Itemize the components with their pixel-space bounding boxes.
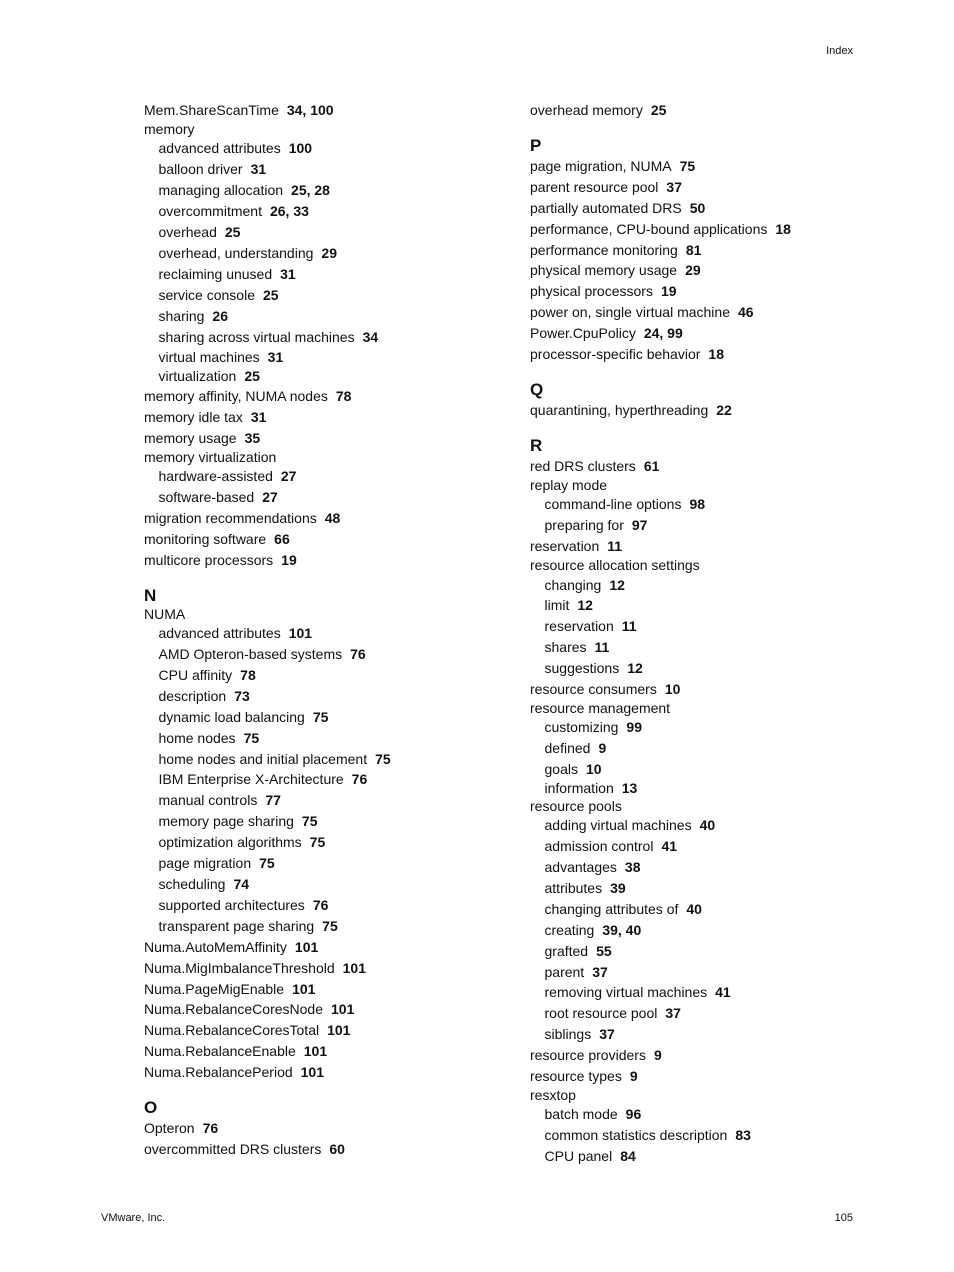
index-term: physical memory usage (530, 262, 678, 279)
index-page-ref[interactable]: 13 (621, 780, 638, 797)
index-term: power on, single virtual machine (530, 304, 730, 321)
index-page-ref[interactable]: 24, 99 (643, 325, 683, 342)
index-subentry (530, 941, 910, 962)
index-section-letter: Q (530, 379, 544, 399)
index-page-ref[interactable]: 22 (716, 401, 732, 418)
index-subentry (530, 1146, 910, 1167)
index-term: reservation (530, 538, 600, 555)
index-page-ref[interactable]: 46 (738, 304, 754, 321)
index-term: managing allocation (158, 182, 284, 199)
index-term: hardware-assisted (158, 468, 273, 485)
index-subentry (144, 264, 524, 285)
index-term: adding virtual machines (544, 817, 692, 834)
index-subentry (530, 857, 910, 878)
index-page-ref[interactable]: 78 (335, 387, 352, 404)
index-entry (144, 550, 524, 571)
index-entry (530, 679, 910, 700)
index-term: partially automated DRS (530, 199, 682, 216)
index-entry (530, 323, 910, 344)
index-term: suggestions (544, 660, 620, 677)
index-subentry (144, 811, 524, 832)
index-term: overhead (158, 224, 217, 241)
index-subentry (144, 665, 524, 686)
index-term: balloon driver (158, 161, 243, 178)
index-term: resource pools (530, 797, 622, 814)
index-term: manual controls (158, 792, 258, 809)
index-subentry (144, 347, 524, 368)
index-term: Numa.RebalancePeriod (144, 1064, 293, 1081)
index-term: home nodes and initial placement (158, 750, 368, 767)
index-page-ref[interactable]: 31 (280, 265, 296, 282)
index-entry (530, 156, 910, 177)
index-entry (530, 1087, 910, 1105)
index-page-ref[interactable]: 9 (598, 740, 607, 757)
index-section-letter: O (144, 1098, 158, 1118)
index-page-ref[interactable]: 10 (585, 761, 602, 778)
index-entry (530, 219, 910, 240)
index-page-ref[interactable]: 34, 100 (286, 102, 334, 118)
index-page-ref[interactable]: 37 (665, 1005, 681, 1022)
index-term: reclaiming unused (158, 265, 273, 282)
index-entry (530, 260, 910, 281)
index-page-ref[interactable]: 76 (202, 1120, 219, 1137)
index-subentry (144, 623, 524, 644)
index-entry (144, 428, 524, 449)
index-subentry (144, 916, 524, 937)
index-subentry (530, 780, 910, 798)
index-subentry (144, 832, 524, 853)
index-subentry (144, 159, 524, 180)
index-page-ref[interactable]: 75 (375, 750, 391, 767)
index-page-ref[interactable]: 77 (265, 792, 281, 809)
index-entry (144, 958, 524, 979)
index-term: Numa.RebalanceCoresTotal (144, 1022, 320, 1039)
index-page-ref[interactable]: 83 (735, 1127, 751, 1144)
index-page-ref[interactable]: 18 (775, 220, 791, 237)
index-page-ref[interactable]: 9 (653, 1047, 662, 1064)
index-page-ref[interactable]: 31 (250, 408, 267, 425)
index-entry (530, 456, 910, 477)
index-subentry (144, 769, 524, 790)
index-term: overcommitment (158, 203, 262, 220)
index-entry (530, 1045, 910, 1066)
index-page-ref[interactable]: 39, 40 (602, 921, 642, 938)
index-subentry (530, 1024, 910, 1045)
index-term: replay mode (530, 476, 608, 493)
index-page-ref[interactable]: 81 (685, 241, 702, 258)
index-column-right (530, 100, 910, 1167)
index-page-ref[interactable]: 25, 28 (291, 182, 330, 199)
index-term: physical processors (530, 283, 653, 300)
index-page-ref[interactable]: 12 (577, 597, 593, 614)
index-subentry (530, 1104, 910, 1125)
index-entry (144, 100, 524, 121)
index-term: Numa.AutoMemAffinity (144, 938, 287, 955)
index-subentry (144, 243, 524, 264)
index-entry (530, 302, 910, 323)
index-entry (530, 400, 910, 421)
index-page-ref[interactable]: 78 (240, 666, 256, 683)
footer-page-number: 105 (834, 1212, 853, 1224)
index-entry (144, 1139, 524, 1160)
index-entry (144, 1062, 524, 1083)
index-subentry (530, 595, 910, 616)
index-term: creating (544, 921, 595, 938)
index-term: siblings (544, 1026, 592, 1043)
index-section-letter: R (530, 435, 543, 455)
index-term: virtualization (158, 368, 237, 385)
index-page-ref[interactable]: 25 (650, 102, 667, 118)
index-term: memory idle tax (144, 408, 243, 425)
index-term: memory virtualization (144, 448, 277, 465)
index-entry (144, 979, 524, 1000)
index-page-ref[interactable]: 96 (625, 1106, 642, 1123)
index-term: advantages (544, 858, 617, 875)
index-page-ref[interactable]: 61 (643, 457, 660, 474)
index-entry (144, 407, 524, 428)
index-subentry (144, 368, 524, 386)
index-subentry (144, 728, 524, 749)
index-entry (530, 477, 910, 495)
index-term: customizing (544, 719, 619, 736)
index-subentry (144, 222, 524, 243)
index-subentry (144, 285, 524, 306)
index-term: overhead, understanding (158, 244, 314, 261)
index-subentry (144, 749, 524, 770)
index-page-ref[interactable]: 60 (329, 1140, 345, 1157)
index-term: resource allocation settings (530, 557, 700, 573)
index-entry (144, 1020, 524, 1041)
index-page-ref[interactable]: 25 (224, 224, 241, 241)
index-page-ref[interactable]: 29 (685, 262, 701, 279)
index-column-left (144, 100, 524, 1160)
index-subentry (530, 1003, 910, 1024)
index-term: overcommitted DRS clusters (144, 1140, 322, 1157)
index-term: quarantining, hyperthreading (530, 401, 709, 418)
index-subentry (530, 717, 910, 738)
index-term: processor-specific behavior (530, 346, 701, 363)
index-section-letter: N (144, 585, 157, 605)
index-subentry (530, 920, 910, 941)
index-subentry (144, 853, 524, 874)
index-page-ref[interactable]: 39 (610, 879, 626, 896)
index-page-ref[interactable]: 75 (309, 834, 326, 851)
index-page-ref[interactable]: 26 (212, 307, 228, 324)
index-term: limit (544, 597, 570, 614)
index-page-ref[interactable]: 12 (627, 660, 643, 677)
index-term: red DRS clusters (530, 457, 636, 474)
index-page-ref[interactable]: 75 (301, 813, 318, 830)
index-term: overhead memory (530, 102, 643, 118)
index-term: parent (544, 963, 585, 980)
index-term: migration recommendations (144, 509, 317, 526)
index-entry (530, 557, 910, 575)
index-subentry (530, 899, 910, 920)
index-page-ref[interactable]: 101 (294, 938, 319, 955)
index-page-ref[interactable]: 74 (233, 876, 250, 892)
index-subentry (530, 836, 910, 857)
index-page-ref[interactable]: 41 (661, 838, 678, 855)
index-subentry (144, 327, 524, 348)
index-term: transparent page sharing (158, 917, 315, 934)
index-term: NUMA (144, 605, 186, 622)
index-page-ref[interactable]: 101 (327, 1022, 351, 1039)
index-term: resource management (530, 699, 671, 716)
index-entry (530, 344, 910, 365)
index-subentry (530, 815, 910, 836)
index-page-ref[interactable]: 75 (312, 708, 329, 725)
index-page-ref[interactable]: 50 (689, 199, 706, 216)
index-page-ref[interactable]: 100 (288, 140, 313, 157)
footer-company: VMware, Inc. (101, 1212, 166, 1224)
index-term: performance monitoring (530, 241, 678, 258)
index-term: shares (544, 639, 587, 656)
index-subentry (530, 738, 910, 759)
index-page-ref[interactable]: 75 (679, 157, 696, 174)
index-page-ref[interactable]: 10 (664, 681, 681, 698)
index-term: sharing across virtual machines (158, 328, 355, 345)
index-page-ref[interactable]: 40 (699, 817, 716, 834)
index-term: scheduling (158, 876, 226, 892)
index-entry (144, 508, 524, 529)
index-term: dynamic load balancing (158, 708, 305, 725)
index-page-ref[interactable]: 41 (715, 984, 731, 1001)
index-subentry (144, 644, 524, 665)
index-subentry (530, 962, 910, 983)
index-page-ref[interactable]: 25 (263, 286, 279, 303)
index-term: Numa.RebalanceEnable (144, 1043, 296, 1060)
index-term: information (544, 780, 614, 797)
index-page-ref[interactable]: 31 (267, 349, 284, 366)
index-term: changing (544, 576, 602, 593)
index-entry (530, 177, 910, 198)
index-term: AMD Opteron-based systems (158, 646, 343, 663)
index-term: home nodes (158, 729, 236, 746)
index-page-ref[interactable]: 34 (362, 328, 379, 345)
index-term: defined (544, 740, 591, 757)
index-term: command-line options (544, 496, 682, 513)
index-section-letter: P (530, 135, 542, 155)
index-page-ref[interactable]: 11 (594, 639, 610, 656)
index-entry (144, 937, 524, 958)
index-page-ref[interactable]: 19 (281, 551, 297, 568)
index-page-ref[interactable]: 75 (259, 855, 275, 872)
index-page-ref[interactable]: 35 (244, 429, 261, 446)
index-subentry (530, 1125, 910, 1146)
index-term: performance, CPU-bound applications (530, 220, 768, 237)
index-page-ref[interactable]: 11 (621, 618, 637, 635)
index-term: root resource pool (544, 1005, 658, 1022)
index-subentry (144, 874, 524, 895)
index-page-ref[interactable]: 76 (312, 896, 329, 913)
index-page-ref[interactable]: 66 (274, 530, 290, 547)
index-term: batch mode (544, 1106, 618, 1123)
index-page-ref[interactable]: 84 (620, 1148, 636, 1165)
index-page-ref[interactable]: 31 (250, 161, 267, 178)
index-entry (144, 1118, 524, 1139)
index-page-ref[interactable]: 73 (234, 687, 250, 704)
index-term: Numa.MigImbalanceThreshold (144, 959, 335, 976)
index-page-ref[interactable]: 12 (609, 576, 625, 593)
index-page-ref[interactable]: 9 (629, 1068, 638, 1085)
index-page-ref[interactable]: 101 (331, 1001, 355, 1018)
index-entry (144, 449, 524, 467)
index-subentry (144, 707, 524, 728)
index-subentry (144, 138, 524, 159)
index-term: multicore processors (144, 551, 274, 568)
index-term: resxtop (530, 1086, 576, 1103)
index-term: Numa.PageMigEnable (144, 980, 285, 997)
index-page-ref[interactable]: 101 (288, 625, 313, 642)
index-term: monitoring software (144, 530, 267, 547)
index-page-ref[interactable]: 18 (708, 346, 724, 363)
index-term: advanced attributes (158, 625, 281, 642)
index-page-ref[interactable]: 101 (303, 1043, 328, 1060)
index-subentry (144, 180, 524, 201)
index-term: common statistics description (544, 1127, 728, 1144)
index-term: description (158, 687, 227, 704)
index-term: CPU panel (544, 1148, 613, 1165)
index-page-ref[interactable]: 19 (660, 283, 677, 300)
index-term: supported architectures (158, 896, 305, 913)
index-page-ref[interactable]: 76 (350, 646, 366, 663)
index-term: Numa.RebalanceCoresNode (144, 1001, 323, 1018)
index-term: goals (544, 761, 578, 778)
index-term: resource providers (530, 1047, 646, 1064)
running-header: Index (826, 45, 853, 57)
index-page-ref[interactable]: 26, 33 (269, 203, 309, 220)
index-page-ref[interactable]: 37 (592, 963, 608, 980)
index-page-ref[interactable]: 25 (244, 368, 260, 385)
index-entry (530, 1066, 910, 1087)
index-subentry (530, 759, 910, 780)
index-entry (144, 1041, 524, 1062)
index-term: optimization algorithms (158, 834, 302, 851)
index-entry (144, 606, 524, 624)
index-term: changing attributes of (544, 900, 679, 917)
index-term: sharing (158, 307, 205, 324)
index-page-ref[interactable]: 99 (626, 719, 642, 736)
index-term: admission control (544, 838, 654, 855)
index-subentry (530, 637, 910, 658)
index-page-ref[interactable]: 98 (689, 496, 706, 513)
index-term: memory page sharing (158, 813, 294, 830)
index-subentry (530, 982, 910, 1003)
index-page-ref[interactable]: 101 (300, 1064, 324, 1081)
index-subentry (144, 466, 524, 487)
index-page-ref[interactable]: 75 (243, 729, 260, 746)
index-entry (144, 529, 524, 550)
index-term: attributes (544, 879, 603, 896)
index-subentry (144, 306, 524, 327)
index-term: resource consumers (530, 681, 657, 698)
index-entry (530, 198, 910, 219)
index-term: reservation (544, 618, 614, 635)
index-subentry (530, 575, 910, 596)
index-subentry (144, 686, 524, 707)
index-term: resource types (530, 1068, 622, 1085)
index-page-ref[interactable]: 29 (321, 244, 337, 261)
index-page-ref[interactable]: 27 (280, 468, 297, 485)
index-page-ref[interactable]: 101 (342, 959, 366, 976)
index-subentry (530, 658, 910, 679)
index-entry (530, 100, 910, 121)
index-page-ref[interactable]: 97 (631, 517, 648, 534)
index-page-ref[interactable]: 27 (262, 489, 278, 505)
index-page-ref[interactable]: 40 (686, 900, 702, 917)
index-term: page migration (158, 855, 252, 872)
index-page-ref[interactable]: 11 (607, 538, 623, 555)
index-term: memory usage (144, 429, 237, 446)
index-subentry (144, 201, 524, 222)
index-subentry (530, 515, 910, 536)
index-term: advanced attributes (158, 140, 281, 157)
index-subentry (144, 790, 524, 811)
index-page-ref[interactable]: 55 (596, 942, 612, 959)
index-term: parent resource pool (530, 178, 659, 195)
index-term: memory affinity, NUMA nodes (144, 387, 328, 404)
index-term: service console (158, 286, 255, 303)
index-term: removing virtual machines (544, 984, 708, 1001)
index-term: Opteron (144, 1120, 195, 1137)
index-subentry (530, 616, 910, 637)
index-subentry (144, 487, 524, 508)
index-page-ref[interactable]: 37 (666, 178, 682, 195)
index-entry (530, 536, 910, 557)
index-subentry (530, 494, 910, 515)
index-entry (144, 386, 524, 407)
index-term: page migration, NUMA (530, 157, 672, 174)
index-term: grafted (544, 942, 589, 959)
index-term: software-based (158, 489, 255, 505)
index-page-ref[interactable]: 101 (292, 980, 316, 997)
index-entry (530, 281, 910, 302)
index-term: IBM Enterprise X-Architecture (158, 771, 344, 788)
index-term: CPU affinity (158, 666, 233, 683)
index-entry (144, 121, 524, 139)
index-page-ref[interactable]: 75 (322, 917, 338, 934)
index-entry (530, 240, 910, 261)
index-page-ref[interactable]: 38 (624, 858, 641, 875)
index-term: preparing for (544, 517, 624, 534)
index-term: Power.CpuPolicy (530, 325, 636, 342)
index-entry (530, 700, 910, 718)
index-term: virtual machines (158, 349, 260, 366)
index-entry (530, 798, 910, 816)
index-subentry (144, 895, 524, 916)
index-term: memory (144, 120, 195, 137)
index-entry (144, 999, 524, 1020)
index-page-ref[interactable]: 37 (599, 1026, 615, 1043)
index-term: Mem.ShareScanTime (144, 102, 279, 118)
index-page-ref[interactable]: 48 (324, 509, 341, 526)
index-page-ref[interactable]: 76 (351, 771, 368, 788)
index-subentry (530, 878, 910, 899)
